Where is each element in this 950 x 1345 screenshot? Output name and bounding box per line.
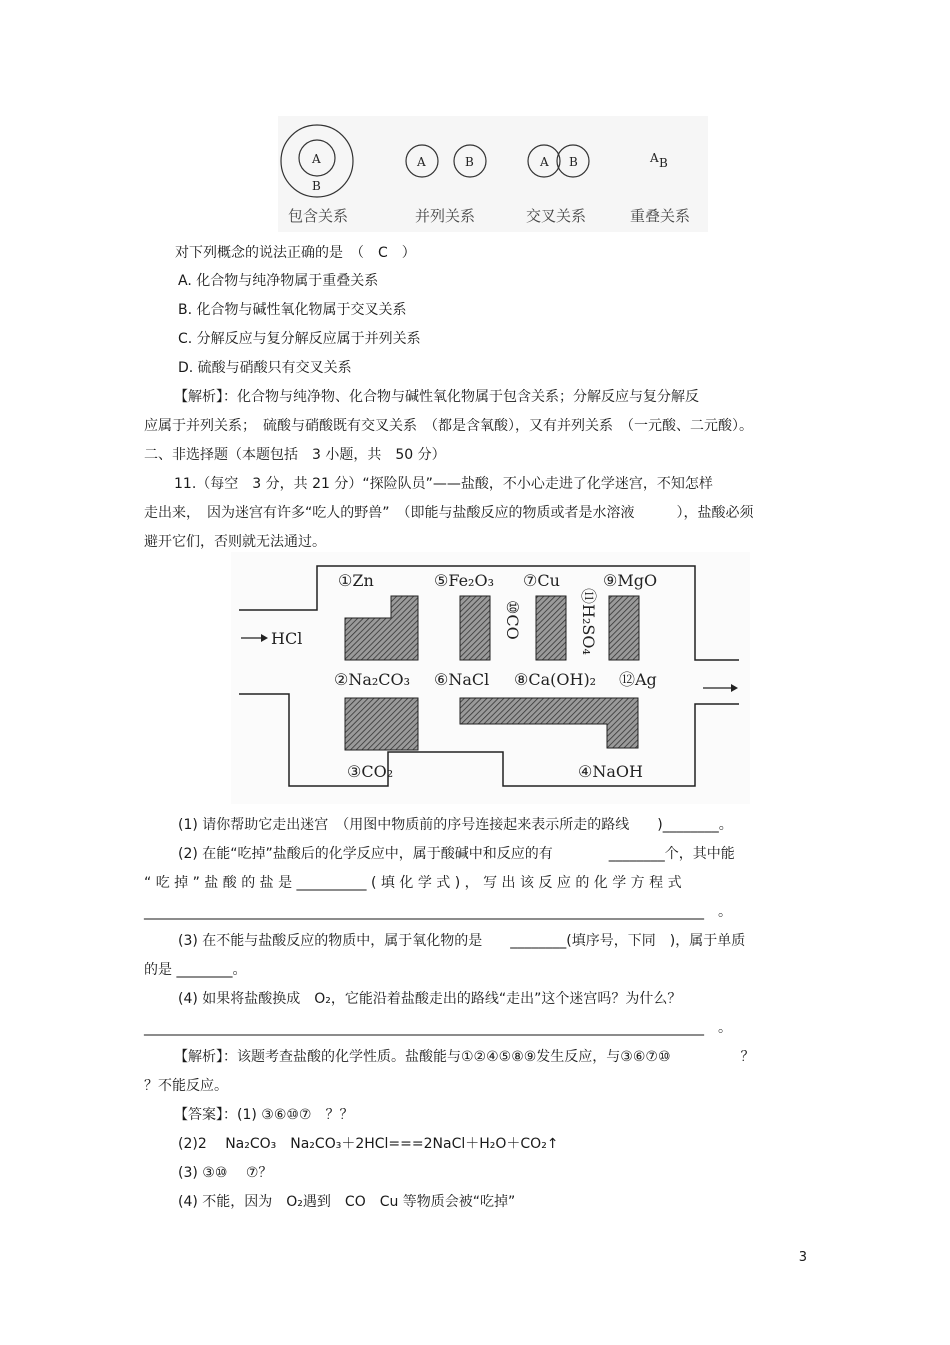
q11-analysis-line2: ？不能反应。 [144, 1078, 228, 1094]
q10-option-d: D. 硫酸与硝酸只有交叉关系 [178, 360, 352, 376]
block-cu [536, 596, 566, 660]
q11-stem-line1: 11.（每空 3 分，共 21 分）“探险队员”——盐酸，不小心走进了化学迷宫，不知怎样 [174, 476, 713, 492]
item-ag: ⑫Ag [619, 670, 657, 689]
page-number: 3 [798, 1250, 807, 1265]
item-nacl: ⑥NaCl [434, 670, 490, 689]
item-h2so4: ⑪H₂SO₄ [579, 588, 598, 655]
item-naoh: ④NaOH [578, 762, 643, 781]
q11-part3-line2: 的是 ________。 [144, 962, 247, 978]
letter-b: B [465, 155, 474, 169]
item-mgo: ⑨MgO [603, 571, 658, 590]
item-cu: ⑦Cu [523, 571, 560, 590]
item-zn: ①Zn [338, 571, 374, 590]
q11-part2-line2: “ 吃 掉 ” 盐 酸 的 盐 是 __________ ( 填 化 学 式 ) ， 写 出 该 反 应 的 化 学 方 程 式 [144, 875, 682, 891]
letter-a: A [650, 151, 659, 165]
q11-stem-line2: 走出来， 因为迷宫有许多“吃人的野兽” （即能与盐酸反应的物质或者是水溶液 ），盐酸必须 [144, 505, 754, 521]
venn-figure [278, 116, 708, 232]
q11-part4-line1: (4) 如果将盐酸换成 O₂，它能沿着盐酸走出的路线“走出”这个迷宫吗？为什么？ [178, 991, 682, 1007]
block-zn [345, 596, 418, 660]
q11-part1: (1) 请你帮助它走出迷宫 （用图中物质前的序号连接起来表示所走的路线 )________。 [178, 817, 733, 833]
answer-part1: 【答案】：(1) ③⑥⑩⑦ ？？ [174, 1107, 354, 1123]
answer-part3: (3) ③⑩ ⑦？ [178, 1165, 273, 1181]
maze-diagram [231, 552, 750, 804]
q11-analysis-line1: 【解析】：该题考查盐酸的化学性质。盐酸能与①②④⑤⑧⑨发生反应，与③⑥⑦⑩ ？ [174, 1049, 755, 1065]
item-co: ⑩CO [503, 600, 522, 640]
section-heading: 二、非选择题（本题包括 3 小题，共 50 分） [144, 447, 446, 463]
item-fe2o3: ⑤Fe₂O₃ [434, 571, 494, 590]
item-na2co3: ②Na₂CO₃ [334, 670, 411, 689]
item-co2: ③CO₂ [347, 762, 394, 781]
item-caoh2: ⑧Ca(OH)₂ [514, 670, 597, 689]
letter-b: B [569, 155, 578, 169]
q11-stem-line3: 避开它们，否则就无法通过。 [144, 534, 326, 550]
q10-option-c: C. 分解反应与复分解反应属于并列关系 [178, 331, 421, 347]
entry-arrow-head [261, 634, 268, 642]
q10-analysis-line2: 应属于并列关系； 硫酸与硝酸既有交叉关系 （都是含氧酸），又有并列关系 （一元酸、二元酸）。 [144, 418, 753, 434]
exit-arrow-head [731, 684, 738, 692]
maze-figure [231, 552, 750, 804]
answer-part2: (2)2 Na₂CO₃ Na₂CO₃＋2HCl===2NaCl＋H₂O＋CO₂↑ [178, 1136, 559, 1152]
letter-b: B [312, 179, 321, 193]
label-parallel: 并列关系 [415, 207, 476, 225]
letter-a: A [540, 155, 549, 169]
q11-part2-line3: ________________________________________________________________________________ 。 [144, 904, 732, 920]
block-na2co3 [345, 698, 418, 750]
letter-b: B [659, 156, 668, 170]
label-inclusion: 包含关系 [288, 207, 349, 225]
label-cross: 交叉关系 [526, 207, 587, 225]
q10-option-a: A. 化合物与纯净物属于重叠关系 [178, 273, 379, 289]
block-mgo [609, 596, 639, 660]
venn-diagram [278, 116, 708, 232]
q10-analysis-line1: 【解析】：化合物与纯净物、化合物与碱性氧化物属于包含关系；分解反应与复分解反 [174, 389, 699, 405]
q11-part2-line1: (2) 在能“吃掉”盐酸后的化学反应中，属于酸碱中和反应的有 ________个，其中能 [178, 846, 735, 862]
letter-a: A [312, 152, 321, 166]
q10-stem: 对下列概念的说法正确的是 （ C ） [175, 245, 416, 261]
label-overlap: 重叠关系 [630, 207, 691, 225]
q11-part3-line1: (3) 在不能与盐酸反应的物质中，属于氧化物的是 ________(填序号，下同 )，属于单质 [178, 933, 746, 949]
block-fe2o3 [460, 596, 490, 660]
block-nacl [460, 698, 638, 748]
q11-part4-line2: ________________________________________________________________________________ 。 [144, 1020, 732, 1036]
entry-label: HCl [271, 629, 303, 648]
letter-a: A [417, 155, 426, 169]
q10-option-b: B. 化合物与碱性氧化物属于交叉关系 [178, 302, 407, 318]
answer-part4: (4) 不能，因为 O₂遇到 CO Cu 等物质会被“吃掉” [178, 1194, 516, 1210]
